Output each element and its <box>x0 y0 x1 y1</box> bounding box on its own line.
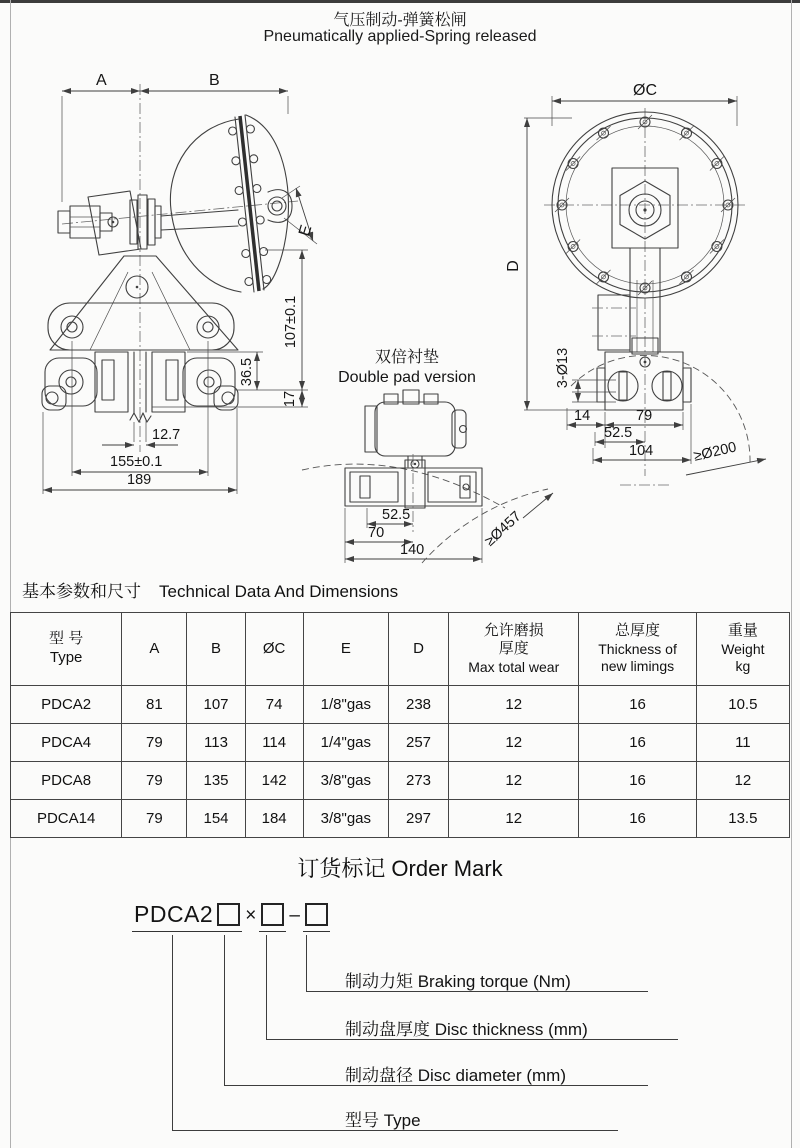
underline-type <box>172 1130 618 1131</box>
support-arm <box>592 248 660 352</box>
dim-17-label: 17 <box>282 390 298 408</box>
col-header-b: B <box>187 613 245 686</box>
dim-holes-label: 3-Ø13 <box>555 347 571 389</box>
dimension-e <box>282 186 317 244</box>
table-row: PDCA14 79 154 184 3/8"gas 297 12 16 13.5 <box>11 800 790 838</box>
col-header-thickness: 总厚度 Thickness of new limings <box>579 613 696 686</box>
blank-box <box>217 903 240 926</box>
table-header-row <box>11 613 790 686</box>
section-heading <box>22 577 398 602</box>
order-label-type: 型号 Type <box>345 1111 421 1130</box>
order-code <box>132 903 330 932</box>
blank-box <box>305 903 328 926</box>
dimension-bottom-stack <box>567 404 691 464</box>
disc-457-arc <box>422 489 548 563</box>
cell-type: PDCA14 <box>11 800 122 838</box>
technical-data-table <box>10 612 790 838</box>
col-header-wear: 允许磨损 厚度 Max total wear <box>449 613 579 686</box>
col-header-a: A <box>122 613 187 686</box>
page-title-zh: 气压制动-弹簧松闸 <box>333 12 467 29</box>
connector-braking-torque <box>306 935 307 991</box>
page-left-border <box>10 0 11 1148</box>
dimension-disc-min <box>686 439 766 475</box>
order-code-times: × <box>245 905 257 926</box>
rod-end <box>58 191 141 255</box>
front-view-drawing <box>420 80 800 580</box>
dimension-disc-max <box>482 493 553 550</box>
underline-disc-diameter <box>224 1085 648 1086</box>
underline-disc-thickness <box>266 1039 678 1040</box>
double-pad-label-zh: 双倍衬垫 <box>374 349 440 366</box>
dim-dp-70-label: 70 <box>368 525 385 541</box>
dimension-oc <box>552 82 737 126</box>
cell-type: PDCA4 <box>11 724 122 762</box>
col-header-type: 型 号 Type <box>11 613 122 686</box>
table-row: PDCA2 81 107 74 1/8"gas 238 12 16 10.5 <box>11 686 790 724</box>
dim-dp-525-label: 52.5 <box>382 507 411 523</box>
dimension-holes <box>555 348 616 402</box>
table-row: PDCA4 79 113 114 1/4"gas 257 12 16 11 <box>11 724 790 762</box>
col-header-d: D <box>388 613 448 686</box>
dim-dp-140-label: 140 <box>400 542 425 558</box>
section-heading-en: Technical Data And Dimensions <box>159 582 399 601</box>
rod-axis-centerline <box>62 201 298 224</box>
underline-braking-torque <box>306 991 648 992</box>
dim-155-label: 155±0.1 <box>110 454 163 470</box>
order-label-braking-torque: 制动力矩 Braking torque (Nm) <box>345 972 571 991</box>
dim-e-label: E <box>296 223 316 239</box>
dim-127-label: 12.7 <box>152 427 181 443</box>
caliper-bar <box>48 303 234 350</box>
cell-type: PDCA2 <box>11 686 122 724</box>
col-header-e: E <box>303 613 388 686</box>
dim-c-label: ØC <box>633 82 657 99</box>
order-mark-heading: 订货标记 Order Mark <box>297 856 503 881</box>
dim-d-label: D <box>505 260 522 272</box>
dim-79-label: 79 <box>636 408 653 424</box>
connector-disc-thickness <box>266 935 267 1039</box>
col-header-c: ØC <box>245 613 303 686</box>
connector-type <box>172 935 173 1130</box>
dimension-ab <box>62 72 288 202</box>
clevis-stack <box>130 195 238 249</box>
dim-189-label: 189 <box>127 472 152 488</box>
table-row: PDCA8 79 135 142 3/8"gas 273 12 16 12 <box>11 762 790 800</box>
dimension-127 <box>102 427 180 445</box>
order-code-box-1 <box>215 903 242 932</box>
page-top-border <box>0 0 800 3</box>
page-title-en: Pneumatically applied-Spring released <box>263 28 537 45</box>
order-label-disc-thickness: 制动盘厚度 Disc thickness (mm) <box>345 1020 588 1039</box>
order-code-prefix: PDCA2 <box>132 903 215 932</box>
double-pad-label-en: Double pad version <box>338 369 476 386</box>
dim-a-label: A <box>96 72 107 89</box>
dim-b-label: B <box>209 72 220 89</box>
dim-104-label: 104 <box>629 443 654 459</box>
cell-type: PDCA8 <box>11 762 122 800</box>
dim-disc-max-label: ≥Ø457 <box>481 508 525 550</box>
section-heading-zh: 基本参数和尺寸 <box>22 582 141 601</box>
order-code-box-3 <box>303 903 330 932</box>
dim-14-label: 14 <box>574 408 591 424</box>
dim-107-label: 107±0.1 <box>283 295 299 349</box>
order-code-box-2 <box>259 903 286 932</box>
dim-disc-min-label: ≥Ø200 <box>692 439 739 465</box>
connector-disc-diameter <box>224 935 225 1085</box>
blank-box <box>261 903 284 926</box>
order-label-disc-diameter: 制动盘径 Disc diameter (mm) <box>345 1066 567 1085</box>
col-header-weight: 重量 Weight kg <box>696 613 789 686</box>
dim-525-label: 52.5 <box>604 425 633 441</box>
dimension-right-stack <box>152 250 308 407</box>
dim-365-label: 36.5 <box>239 357 255 387</box>
order-code-dash: – <box>289 905 300 926</box>
